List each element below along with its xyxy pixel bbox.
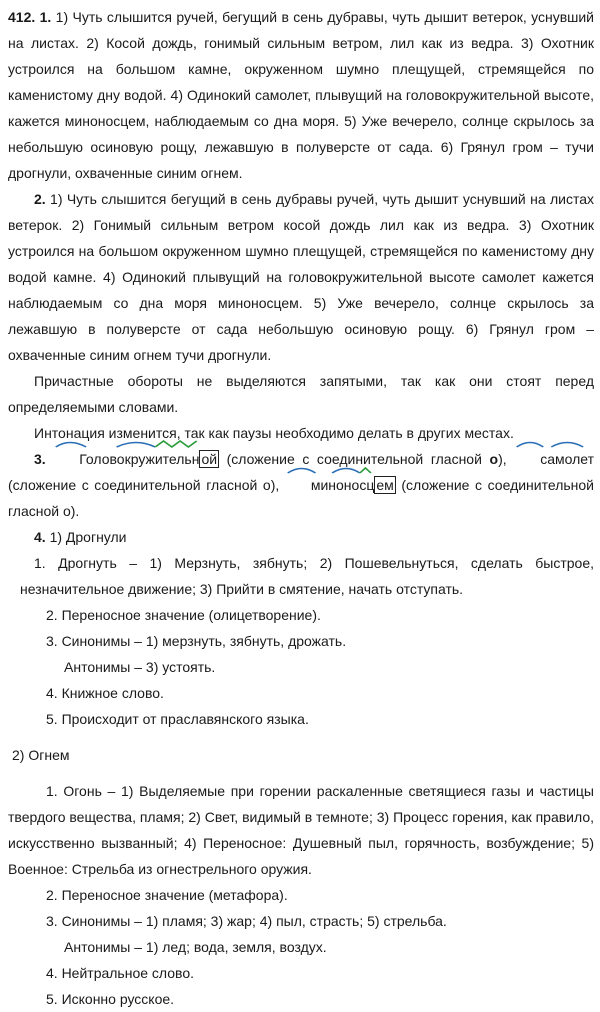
section-ognem-heading: 2) Огнем <box>12 747 70 763</box>
word-minonoscem: миноносц ем <box>285 472 396 498</box>
synonyms-ogon: 3. Синонимы – 1) пламя; 3) жар; 4) пыл, страсть; 5) стрельба. <box>46 913 447 929</box>
spacer <box>8 732 594 742</box>
ending-box: ой <box>201 451 218 467</box>
figurative-note-2: 2. Переносное значение (метафора). <box>46 887 288 903</box>
morpheme-marks <box>285 464 396 474</box>
morpheme-marks <box>53 438 219 448</box>
antonyms-ogon: Антонимы – 1) лед; вода, земля, воздух. <box>64 939 327 955</box>
paragraph-text: 1) Чуть слышится бегущий в сень дубравы ручей, чуть дышит уснувший на листах ветерок. 2) Гонимый сильным ветром косой дождь лил как из ведра. 3) Охотник устроился на большом окруженном шумно плещущей, стремящейся по каменистому дну водой камне. 4) Одинокий плывущий на головокружительной высоте самолет кажется наблюдаемым со дна моря миноносцем. 5) Уже вечерело, солнце скрылось за лежавшую в полуверсте от сада небольшую осиновую рощу. 6) Грянул гром – охваченные синим огнем тучи дрогнули. <box>8 191 594 363</box>
explanation-intonation: Интонация изменится, так как паузы необходимо делать в других местах. <box>34 425 514 441</box>
part-number: 4. <box>34 529 46 545</box>
word-samolet: самолет <box>514 446 594 472</box>
connecting-vowel: о <box>489 451 499 467</box>
exercise-412-part-1 <box>8 4 594 186</box>
part-number: 2. <box>34 191 46 207</box>
origin-note-2: 5. Исконно русское. <box>46 991 175 1007</box>
exercise-412-part-2 <box>8 186 594 368</box>
paragraph-text: 1) Чуть слышится ручей, бегущий в сень дубравы, чуть дышит ветерок, уснувший на листах. 2) Косой дождь, гонимый сильным ветром, лил как из ведра. 3) Охотник устроился на большом камне, окруженном шумно плещущей, стремящейся по каменистому дну водой. 4) Одинокий самолет, плывущий на головокружительной высоте, кажется миноносцем, наблюдаемым со дна моря. 5) Уже вечерело, солнце скрылось за небольшую осиновую рощу, лежавшую в полуверсте от сада. 6) Грянул гром – тучи дрогнули, охваченные синим огнем. <box>8 9 595 181</box>
synonyms-drognut: 3. Синонимы – 1) мерзнуть, зябнуть, дрожать. <box>46 633 347 649</box>
origin-note: 5. Происходит от праславянского языка. <box>46 711 309 727</box>
figurative-note: 2. Переносное значение (олицетворение). <box>46 607 321 623</box>
part-number: 3. <box>34 451 46 467</box>
exercise-number: 412. <box>8 9 36 25</box>
section-4-heading: 4. 1) Дрогнули <box>34 529 127 545</box>
spacer <box>8 768 594 778</box>
style-note-2: 4. Нейтральное слово. <box>46 965 194 981</box>
part-number: 1. <box>39 9 52 25</box>
word-golovokruzhitelnoy: Головокружительн ой <box>53 446 219 472</box>
antonyms-drognut: Антонимы – 3) устоять. <box>64 659 216 675</box>
ending-box: ем <box>376 477 394 493</box>
word-analysis: 3. Головокружительн ой (сложение с соединительной гласной о), самолет (сложение с соединительной гласной о), миноносц ем (сложение с соединительной гласной о). <box>8 446 594 524</box>
explanation-participles: Причастные обороты не выделяются запятыми, так как они стоят перед определяемыми словами. <box>8 373 594 415</box>
morpheme-marks <box>514 438 594 448</box>
meaning-ogon: 1. Огонь – 1) Выделяемые при горении раскаленные светящиеся газы и частицы твердого вещества, пламя; 2) Свет, видимый в темноте; 3) Процесс горения, как правило, искусственно вызванный; 4) Переносное: Душевный пыл, горячность, возбуждение; 5) Военное: Стрельба из огнестрельного оружия. <box>8 783 594 877</box>
meaning-drognut: 1. Дрогнуть – 1) Мерзнуть, зябнуть; 2) Пошевельнуться, сделать быстрое, незначительное движение; 3) Прийти в смятение, начать отступать. <box>20 555 594 597</box>
style-note: 4. Книжное слово. <box>46 685 164 701</box>
